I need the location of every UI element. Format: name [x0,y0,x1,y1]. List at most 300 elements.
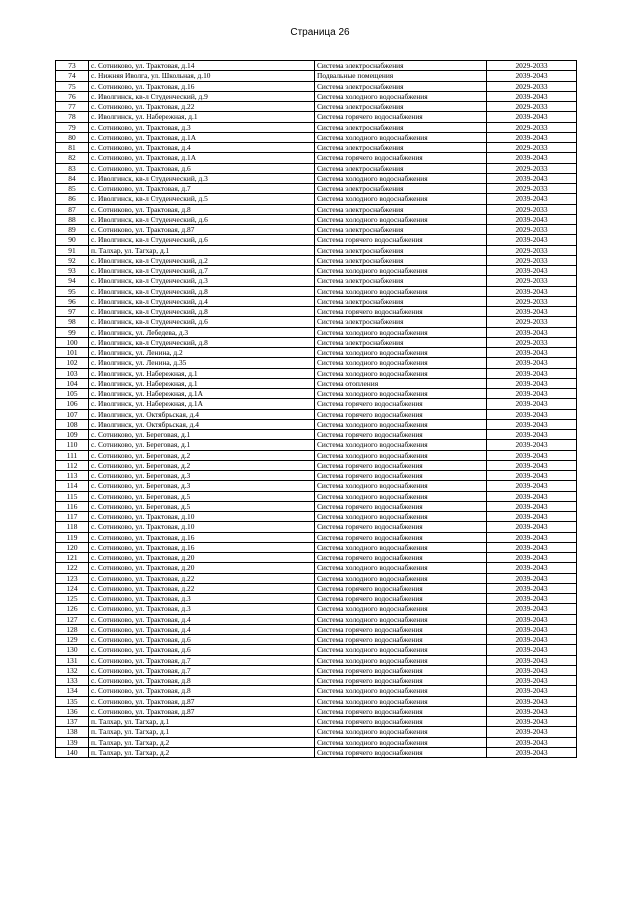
period-cell: 2039-2043 [487,512,577,522]
system-cell: Система холодного водоснабжения [315,696,487,706]
table-row [56,255,577,265]
table-row [56,163,577,173]
period-cell: 2029-2033 [487,204,577,214]
system-cell: Система электроснабжения [315,143,487,153]
system-cell: Система холодного водоснабжения [315,655,487,665]
system-cell: Система холодного водоснабжения [315,727,487,737]
row-number-cell: 90 [56,235,89,245]
row-number-cell: 111 [56,450,89,460]
table-row [56,358,577,368]
period-cell: 2039-2043 [487,153,577,163]
period-cell: 2039-2043 [487,173,577,183]
address-cell: с. Сотниково, ул. Трактовая, д.4 [89,624,315,634]
table-row [56,686,577,696]
system-cell: Система электроснабжения [315,317,487,327]
row-number-cell: 84 [56,173,89,183]
address-cell: с. Иволгинск, кв-л Студенческий, д.3 [89,173,315,183]
row-number-cell: 122 [56,563,89,573]
system-cell: Система холодного водоснабжения [315,563,487,573]
address-cell: п. Талхар, ул. Тагхар, д.1 [89,245,315,255]
system-cell: Система горячего водоснабжения [315,553,487,563]
address-cell: с. Сотниково, ул. Трактовая, д.22 [89,102,315,112]
system-cell: Система горячего водоснабжения [315,235,487,245]
address-cell: с. Иволгинск, кв-л Студенческий, д.9 [89,91,315,101]
address-cell: с. Сотниково, ул. Трактовая, д.10 [89,522,315,532]
row-number-cell: 136 [56,706,89,716]
period-cell: 2039-2043 [487,440,577,450]
address-cell: с. Сотниково, ул. Трактовая, д.8 [89,676,315,686]
address-cell: с. Иволгинск, кв-л Студенческий, д.5 [89,194,315,204]
table-row [56,245,577,255]
address-cell: с. Сотниково, ул. Трактовая, д.22 [89,583,315,593]
system-cell: Система электроснабжения [315,204,487,214]
table-row [56,440,577,450]
period-cell: 2039-2043 [487,430,577,440]
period-cell: 2039-2043 [487,594,577,604]
row-number-cell: 138 [56,727,89,737]
period-cell: 2029-2033 [487,81,577,91]
system-cell: Система горячего водоснабжения [315,635,487,645]
address-cell: с. Сотниково, ул. Береговая, д.1 [89,430,315,440]
period-cell: 2039-2043 [487,112,577,122]
period-cell: 2039-2043 [487,645,577,655]
address-cell: с. Иволгинск, ул. Ленина, д.2 [89,348,315,358]
system-cell: Система горячего водоснабжения [315,501,487,511]
row-number-cell: 81 [56,143,89,153]
address-cell: с. Иволгинск, кв-л Студенческий, д.7 [89,266,315,276]
row-number-cell: 125 [56,594,89,604]
table-row [56,747,577,757]
system-cell: Система холодного водоснабжения [315,368,487,378]
address-cell: с. Сотниково, ул. Трактовая, д.87 [89,706,315,716]
row-number-cell: 105 [56,389,89,399]
table-row [56,337,577,347]
table-row [56,194,577,204]
period-cell: 2029-2033 [487,143,577,153]
system-cell: Система холодного водоснабжения [315,481,487,491]
table-row [56,112,577,122]
table-row [56,645,577,655]
period-cell: 2039-2043 [487,348,577,358]
row-number-cell: 108 [56,419,89,429]
row-number-cell: 77 [56,102,89,112]
table-row [56,604,577,614]
row-number-cell: 113 [56,471,89,481]
system-cell: Система горячего водоснабжения [315,409,487,419]
row-number-cell: 83 [56,163,89,173]
period-cell: 2039-2043 [487,665,577,675]
system-cell: Система холодного водоснабжения [315,327,487,337]
table-row [56,491,577,501]
period-cell: 2039-2043 [487,573,577,583]
row-number-cell: 115 [56,491,89,501]
system-cell: Система холодного водоснабжения [315,614,487,624]
system-cell: Система горячего водоснабжения [315,583,487,593]
row-number-cell: 127 [56,614,89,624]
table-row [56,573,577,583]
period-cell: 2039-2043 [487,307,577,317]
address-cell: с. Иволгинск, ул. Набережная, д.1А [89,399,315,409]
row-number-cell: 120 [56,542,89,552]
row-number-cell: 133 [56,676,89,686]
table-row [56,61,577,71]
address-cell: с. Иволгинск, кв-л Студенческий, д.6 [89,317,315,327]
row-number-cell: 85 [56,184,89,194]
table-row [56,235,577,245]
period-cell: 2029-2033 [487,245,577,255]
system-cell: Система холодного водоснабжения [315,450,487,460]
table-row [56,204,577,214]
row-number-cell: 99 [56,327,89,337]
row-number-cell: 131 [56,655,89,665]
system-cell: Система электроснабжения [315,245,487,255]
row-number-cell: 110 [56,440,89,450]
system-cell: Подвальные помещения [315,71,487,81]
system-cell: Система электроснабжения [315,122,487,132]
row-number-cell: 95 [56,286,89,296]
period-cell: 2039-2043 [487,132,577,142]
table-row [56,727,577,737]
system-cell: Система электроснабжения [315,81,487,91]
row-number-cell: 101 [56,348,89,358]
system-cell: Система холодного водоснабжения [315,194,487,204]
row-number-cell: 128 [56,624,89,634]
table-row [56,286,577,296]
address-cell: с. Сотниково, ул. Трактовая, д.16 [89,532,315,542]
system-cell: Система горячего водоснабжения [315,471,487,481]
row-number-cell: 139 [56,737,89,747]
table-row [56,696,577,706]
address-cell: с. Сотниково, ул. Трактовая, д.10 [89,512,315,522]
system-cell: Система холодного водоснабжения [315,132,487,142]
address-cell: с. Иволгинск, кв-л Студенческий, д.3 [89,276,315,286]
address-cell: с. Иволгинск, ул. Октябрьская, д.4 [89,419,315,429]
table-row [56,512,577,522]
period-cell: 2039-2043 [487,419,577,429]
system-cell: Система холодного водоснабжения [315,737,487,747]
period-cell: 2039-2043 [487,532,577,542]
period-cell: 2039-2043 [487,368,577,378]
table-row [56,471,577,481]
period-cell: 2029-2033 [487,255,577,265]
period-cell: 2029-2033 [487,296,577,306]
table-row [56,737,577,747]
address-cell: с. Иволгинск, ул. Набережная, д.1 [89,112,315,122]
address-cell: с. Сотниково, ул. Береговая, д.2 [89,460,315,470]
address-cell: с. Нижняя Иволга, ул. Школьная, д.10 [89,71,315,81]
system-cell: Система горячего водоснабжения [315,624,487,634]
address-cell: с. Иволгинск, кв-л Студенческий, д.4 [89,296,315,306]
system-cell: Система горячего водоснабжения [315,112,487,122]
address-cell: с. Иволгинск, ул. Ленина, д.35 [89,358,315,368]
system-cell: Система электроснабжения [315,61,487,71]
table-row [56,676,577,686]
system-cell: Система холодного водоснабжения [315,686,487,696]
period-cell: 2039-2043 [487,737,577,747]
table-row [56,91,577,101]
table-row [56,102,577,112]
system-cell: Система электроснабжения [315,163,487,173]
row-number-cell: 93 [56,266,89,276]
table-row [56,501,577,511]
period-cell: 2039-2043 [487,358,577,368]
address-cell: с. Сотниково, ул. Трактовая, д.3 [89,594,315,604]
period-cell: 2029-2033 [487,337,577,347]
table-row [56,665,577,675]
row-number-cell: 80 [56,132,89,142]
table-row [56,409,577,419]
table-row [56,327,577,337]
address-cell: с. Иволгинск, кв-л Студенческий, д.8 [89,286,315,296]
period-cell: 2039-2043 [487,460,577,470]
row-number-cell: 130 [56,645,89,655]
period-cell: 2039-2043 [487,696,577,706]
table-row [56,450,577,460]
table-row [56,71,577,81]
system-cell: Система холодного водоснабжения [315,604,487,614]
period-cell: 2029-2033 [487,163,577,173]
row-number-cell: 134 [56,686,89,696]
system-cell: Система горячего водоснабжения [315,522,487,532]
table-body [56,61,577,758]
system-cell: Система горячего водоснабжения [315,594,487,604]
period-cell: 2039-2043 [487,71,577,81]
address-cell: с. Сотниково, ул. Береговая, д.5 [89,501,315,511]
table-row [56,214,577,224]
period-cell: 2039-2043 [487,727,577,737]
table-row [56,389,577,399]
system-cell: Система холодного водоснабжения [315,91,487,101]
row-number-cell: 119 [56,532,89,542]
address-cell: с. Сотниково, ул. Трактовая, д.7 [89,665,315,675]
period-cell: 2039-2043 [487,604,577,614]
address-cell: с. Иволгинск, ул. Лебедева, д.3 [89,327,315,337]
address-cell: с. Сотниково, ул. Трактовая, д.20 [89,563,315,573]
row-number-cell: 116 [56,501,89,511]
period-cell: 2039-2043 [487,583,577,593]
system-cell: Система электроснабжения [315,296,487,306]
address-cell: с. Сотниково, ул. Трактовая, д.22 [89,573,315,583]
system-cell: Система горячего водоснабжения [315,676,487,686]
table-row [56,635,577,645]
address-cell: п. Талхар, ул. Тагхар, д.2 [89,747,315,757]
period-cell: 2039-2043 [487,491,577,501]
row-number-cell: 92 [56,255,89,265]
period-cell: 2039-2043 [487,235,577,245]
table-row [56,153,577,163]
address-cell: с. Иволгинск, кв-л Студенческий, д.6 [89,214,315,224]
period-cell: 2039-2043 [487,91,577,101]
table-row [56,481,577,491]
row-number-cell: 132 [56,665,89,675]
row-number-cell: 107 [56,409,89,419]
address-cell: с. Сотниково, ул. Трактовая, д.1А [89,153,315,163]
address-cell: с. Сотниково, ул. Трактовая, д.16 [89,542,315,552]
table-row [56,307,577,317]
address-cell: с. Сотниково, ул. Трактовая, д.8 [89,204,315,214]
address-cell: с. Сотниково, ул. Трактовая, д.3 [89,122,315,132]
table-row [56,317,577,327]
system-cell: Система холодного водоснабжения [315,389,487,399]
period-cell: 2039-2043 [487,614,577,624]
table-row [56,430,577,440]
table-row [56,542,577,552]
period-cell: 2039-2043 [487,563,577,573]
system-cell: Система горячего водоснабжения [315,307,487,317]
row-number-cell: 78 [56,112,89,122]
row-number-cell: 98 [56,317,89,327]
system-cell: Система горячего водоснабжения [315,532,487,542]
period-cell: 2039-2043 [487,676,577,686]
table-row [56,655,577,665]
table-row [56,143,577,153]
row-number-cell: 103 [56,368,89,378]
period-cell: 2029-2033 [487,122,577,132]
row-number-cell: 75 [56,81,89,91]
period-cell: 2039-2043 [487,553,577,563]
system-cell: Система электроснабжения [315,337,487,347]
row-number-cell: 104 [56,378,89,388]
table-row [56,225,577,235]
table-row [56,173,577,183]
address-cell: с. Сотниково, ул. Трактовая, д.87 [89,225,315,235]
address-cell: с. Сотниково, ул. Трактовая, д.14 [89,61,315,71]
address-cell: с. Сотниково, ул. Трактовая, д.6 [89,635,315,645]
address-cell: с. Сотниково, ул. Трактовая, д.3 [89,604,315,614]
address-cell: с. Иволгинск, ул. Набережная, д.1 [89,368,315,378]
row-number-cell: 79 [56,122,89,132]
system-cell: Система электроснабжения [315,276,487,286]
system-cell: Система холодного водоснабжения [315,419,487,429]
address-cell: с. Сотниково, ул. Трактовая, д.7 [89,184,315,194]
system-cell: Система горячего водоснабжения [315,153,487,163]
row-number-cell: 97 [56,307,89,317]
address-cell: п. Талхар, ул. Тагхар, д.1 [89,717,315,727]
period-cell: 2029-2033 [487,184,577,194]
row-number-cell: 82 [56,153,89,163]
system-cell: Система электроснабжения [315,184,487,194]
period-cell: 2039-2043 [487,214,577,224]
row-number-cell: 129 [56,635,89,645]
system-cell: Система холодного водоснабжения [315,348,487,358]
row-number-cell: 117 [56,512,89,522]
row-number-cell: 89 [56,225,89,235]
address-cell: с. Сотниково, ул. Трактовая, д.87 [89,696,315,706]
table-row [56,122,577,132]
row-number-cell: 123 [56,573,89,583]
row-number-cell: 76 [56,91,89,101]
row-number-cell: 94 [56,276,89,286]
address-cell: с. Сотниково, ул. Трактовая, д.16 [89,81,315,91]
period-cell: 2039-2043 [487,286,577,296]
row-number-cell: 121 [56,553,89,563]
system-cell: Система холодного водоснабжения [315,542,487,552]
period-cell: 2039-2043 [487,481,577,491]
period-cell: 2029-2033 [487,317,577,327]
system-cell: Система холодного водоснабжения [315,512,487,522]
table-row [56,368,577,378]
period-cell: 2039-2043 [487,378,577,388]
period-cell: 2039-2043 [487,409,577,419]
row-number-cell: 106 [56,399,89,409]
period-cell: 2039-2043 [487,655,577,665]
period-cell: 2039-2043 [487,450,577,460]
period-cell: 2039-2043 [487,399,577,409]
address-cell: с. Сотниково, ул. Трактовая, д.6 [89,645,315,655]
table-row [56,348,577,358]
row-number-cell: 114 [56,481,89,491]
system-cell: Система горячего водоснабжения [315,399,487,409]
address-cell: с. Сотниково, ул. Береговая, д.5 [89,491,315,501]
period-cell: 2039-2043 [487,327,577,337]
table-row [56,378,577,388]
table-row [56,296,577,306]
table-row [56,717,577,727]
table-row [56,399,577,409]
system-cell: Система холодного водоснабжения [315,645,487,655]
period-cell: 2039-2043 [487,635,577,645]
address-cell: с. Сотниково, ул. Трактовая, д.20 [89,553,315,563]
row-number-cell: 96 [56,296,89,306]
system-cell: Система холодного водоснабжения [315,491,487,501]
system-cell: Система холодного водоснабжения [315,440,487,450]
system-cell: Система холодного водоснабжения [315,358,487,368]
system-cell: Система горячего водоснабжения [315,665,487,675]
row-number-cell: 91 [56,245,89,255]
system-cell: Система электроснабжения [315,102,487,112]
system-cell: Система холодного водоснабжения [315,573,487,583]
system-cell: Система горячего водоснабжения [315,717,487,727]
address-cell: с. Иволгинск, кв-л Студенческий, д.6 [89,235,315,245]
row-number-cell: 126 [56,604,89,614]
table-row [56,276,577,286]
period-cell: 2039-2043 [487,686,577,696]
system-cell: Система горячего водоснабжения [315,747,487,757]
row-number-cell: 100 [56,337,89,347]
address-cell: с. Иволгинск, ул. Октябрьская, д.4 [89,409,315,419]
period-cell: 2039-2043 [487,542,577,552]
row-number-cell: 74 [56,71,89,81]
system-cell: Система горячего водоснабжения [315,430,487,440]
period-cell: 2039-2043 [487,194,577,204]
address-cell: с. Сотниково, ул. Трактовая, д.8 [89,686,315,696]
row-number-cell: 118 [56,522,89,532]
row-number-cell: 73 [56,61,89,71]
period-cell: 2039-2043 [487,389,577,399]
system-cell: Система электроснабжения [315,225,487,235]
table-row [56,266,577,276]
table-row [56,706,577,716]
period-cell: 2039-2043 [487,501,577,511]
table-row [56,81,577,91]
period-cell: 2039-2043 [487,706,577,716]
address-cell: с. Иволгинск, кв-л Студенческий, д.8 [89,337,315,347]
table-row [56,614,577,624]
period-cell: 2039-2043 [487,717,577,727]
row-number-cell: 135 [56,696,89,706]
address-cell: с. Сотниково, ул. Трактовая, д.6 [89,163,315,173]
address-cell: с. Иволгинск, ул. Набережная, д.1 [89,378,315,388]
period-cell: 2039-2043 [487,624,577,634]
system-cell: Система холодного водоснабжения [315,173,487,183]
address-cell: с. Иволгинск, ул. Набережная, д.1А [89,389,315,399]
address-cell: с. Сотниково, ул. Береговая, д.3 [89,481,315,491]
period-cell: 2029-2033 [487,61,577,71]
address-cell: п. Талхар, ул. Тагхар, д.2 [89,737,315,747]
period-cell: 2029-2033 [487,225,577,235]
system-cell: Система холодного водоснабжения [315,286,487,296]
address-cell: с. Сотниково, ул. Трактовая, д.4 [89,143,315,153]
